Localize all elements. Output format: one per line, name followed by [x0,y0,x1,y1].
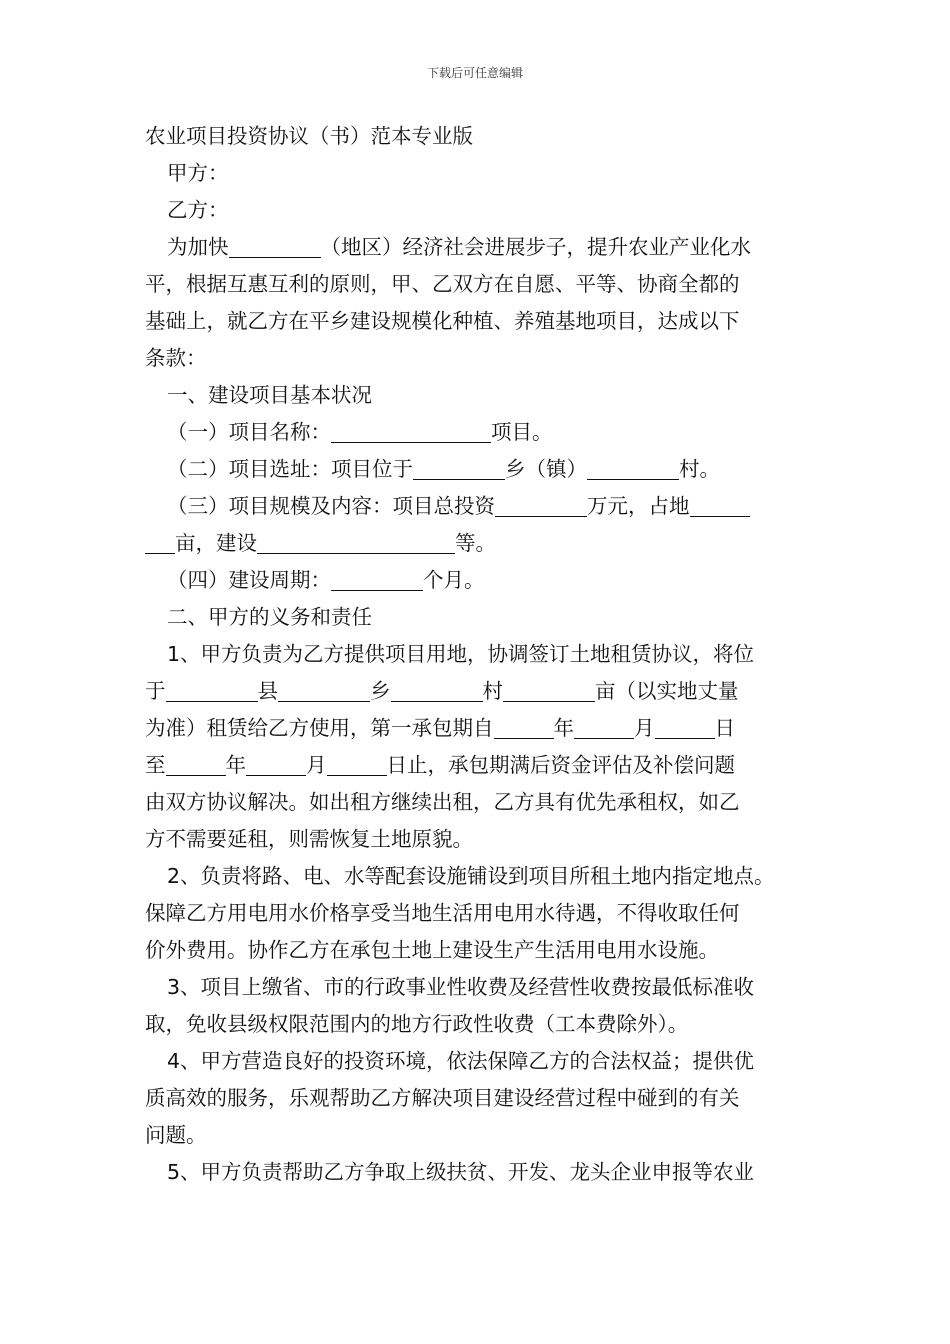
clause-line: 取，免收县级权限范围内的地方行政性收费（工本费除外）。 [145,1012,689,1036]
paragraph-line: 条款： [145,346,207,370]
clause-line [145,673,815,710]
text: （地区）经济社会进展步子，提升农业产业化水 [320,235,751,259]
text: （四）建设周期： [167,568,331,592]
blank-field[interactable] [257,527,455,554]
text: （二）项目选址：项目位于 [167,457,413,481]
clause-line: 保障乙方用电用水价格享受当地生活用电用水待遇，不得收取任何 [145,901,740,925]
text: 乡（镇） [505,457,587,481]
clause-line [145,451,815,488]
text: 万元，占地 [587,494,690,518]
clause-line [145,747,815,784]
paragraph-line: 平，根据互惠互利的原则，甲、乙双方在自愿、平等、协商全都的 [145,272,740,296]
text: 乡 [370,679,391,703]
blank-field[interactable] [413,453,505,480]
clause-line [145,562,815,599]
text: 年 [553,716,574,740]
text: 日 [714,716,735,740]
document-title: 农业项目投资协议（书）范本专业版 [145,124,473,148]
clause-line: 1、甲方负责为乙方提供项目用地，协调签订土地租赁协议，将位 [167,642,755,666]
clause-line [145,414,815,451]
clause-line [145,525,815,562]
clause-line: 3、项目上缴省、市的行政事业性收费及经营性收费按最低标准收 [167,975,755,999]
clause-line [145,488,815,525]
clause-line: 由双方协议解决。如出租方继续出租，乙方具有优先承租权，如乙 [145,790,740,814]
blank-field[interactable] [495,490,587,517]
text: 为准）租赁给乙方使用，第一承包期自 [145,716,494,740]
text: 个月。 [423,568,485,592]
blank-field[interactable] [166,675,258,702]
text: 项目。 [491,420,553,444]
text: 县 [257,679,278,703]
text: 月 [306,753,327,777]
clause-line: 5、甲方负责帮助乙方争取上级扶贫、开发、龙头企业申报等农业 [167,1160,755,1184]
text: 月 [634,716,655,740]
blank-field[interactable] [391,675,483,702]
blank-field[interactable] [574,712,634,739]
clause-line: 4、甲方营造良好的投资环境，依法保障乙方的合法权益；提供优 [167,1049,755,1073]
text: （一）项目名称： [167,420,331,444]
clause-line: 问题。 [145,1123,207,1147]
blank-field[interactable] [246,749,306,776]
party-b-label: 乙方： [167,198,229,222]
text: 村 [482,679,503,703]
clause-line: 2、负责将路、电、水等配套设施铺设到项目所租土地内指定地点。 [167,864,775,888]
blank-field[interactable] [587,453,679,480]
blank-field[interactable] [327,749,387,776]
paragraph-line: 基础上，就乙方在平乡建设规模化种植、养殖基地项目，达成以下 [145,309,740,333]
blank-field[interactable] [690,490,750,517]
page-header: 下载后可任意编辑 [426,66,523,80]
blank-field[interactable] [278,675,370,702]
party-a-label: 甲方： [167,161,229,185]
text: （三）项目规模及内容：项目总投资 [167,494,495,518]
blank-field[interactable] [655,712,715,739]
text: 亩，建设 [175,531,257,555]
clause-line [145,710,815,747]
text: 亩（以实地丈量 [595,679,739,703]
blank-field[interactable] [331,564,423,591]
blank-field[interactable] [229,231,321,258]
text: 于 [145,679,166,703]
blank-field[interactable] [331,416,491,443]
blank-field[interactable] [145,527,175,554]
clause-line: 价外费用。协作乙方在承包土地上建设生产生活用电用水设施。 [145,938,719,962]
text: 日止，承包期满后资金评估及补偿问题 [386,753,735,777]
document-body [145,118,815,1191]
blank-field[interactable] [503,675,595,702]
paragraph-line [145,229,815,266]
text: 为加快 [167,235,229,259]
blank-field[interactable] [166,749,226,776]
clause-line: 方不需要延租，则需恢复土地原貌。 [145,827,473,851]
text: 年 [225,753,246,777]
clause-line: 质高效的服务，乐观帮助乙方解决项目建设经营过程中碰到的有关 [145,1086,740,1110]
text: 等。 [455,531,496,555]
section-heading: 二、甲方的义务和责任 [167,605,372,629]
blank-field[interactable] [494,712,554,739]
text: 村。 [679,457,720,481]
section-heading: 一、建设项目基本状况 [167,383,372,407]
text: 至 [145,753,166,777]
